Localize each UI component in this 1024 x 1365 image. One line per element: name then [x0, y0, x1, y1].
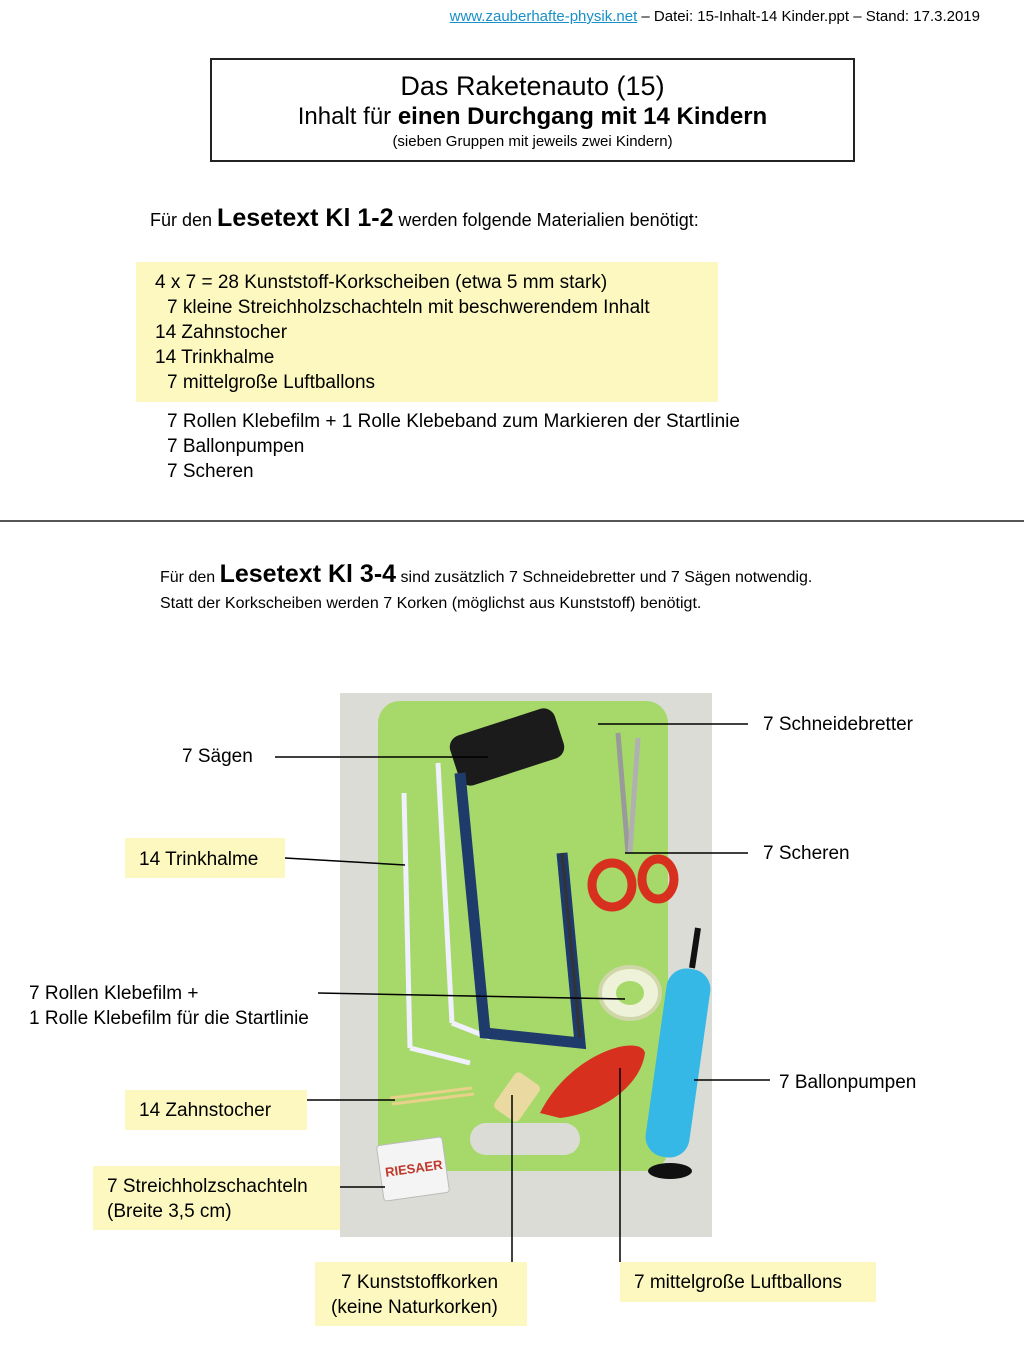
intro2-prefix: Für den: [160, 569, 220, 586]
list-item: 14 Trinkhalme: [155, 347, 275, 368]
label-tape-line2: 1 Rolle Klebefilm für die Startlinie: [29, 1008, 309, 1029]
label-balloon-pumps: 7 Ballonpumpen: [779, 1072, 917, 1093]
list-item: 14 Zahnstocher: [155, 322, 288, 343]
callout-line-tape: [318, 993, 625, 999]
label-balloons: 7 mittelgroße Luftballons: [620, 1262, 876, 1302]
label-matchboxes-line1: 7 Streichholzschachteln: [107, 1176, 308, 1197]
list-item: 7 kleine Streichholzschachteln mit beschwerendem Inhalt: [167, 297, 650, 318]
label-cutting-boards: 7 Schneidebretter: [763, 714, 913, 735]
label-corks: [315, 1262, 527, 1326]
page-title: Das Raketenauto (15): [400, 71, 665, 101]
list-item: 7 Rollen Klebefilm + 1 Rolle Klebeband zum Markieren der Startlinie: [167, 411, 740, 432]
list-item: 7 mittelgroße Luftballons: [167, 372, 376, 393]
label-toothpicks: 14 Zahnstocher: [125, 1090, 307, 1130]
label-straws: 14 Trinkhalme: [125, 838, 285, 878]
subtitle-prefix: Inhalt für: [297, 103, 398, 130]
label-matchboxes-line2: (Breite 3,5 cm): [107, 1201, 232, 1222]
website-link[interactable]: www.zauberhafte-physik.net: [449, 8, 638, 25]
intro1-bold: Lesetext Kl 1-2: [217, 204, 394, 232]
intro1-suffix: werden folgende Materialien benötigt:: [393, 210, 699, 230]
title-note: (sieben Gruppen mit jeweils zwei Kindern): [392, 133, 673, 150]
intro1-prefix: Für den: [150, 210, 218, 230]
callout-line-straws: [285, 858, 405, 865]
list-item: 4 x 7 = 28 Kunststoff-Korkscheiben (etwa 5 mm stark): [155, 272, 608, 293]
label-matchboxes: [93, 1166, 340, 1230]
matchbox-brand: RIESAER: [384, 1156, 444, 1180]
label-corks-line1: 7 Kunststoffkorken: [341, 1272, 499, 1293]
label-scissors: 7 Scheren: [763, 843, 850, 864]
list-item: 7 Scheren: [167, 461, 254, 482]
intro2-line2: Statt der Korkscheiben werden 7 Korken (möglichst aus Kunststoff) benötigt.: [160, 595, 702, 612]
label-tape-line1: 7 Rollen Klebefilm +: [29, 983, 199, 1004]
intro2-bold: Lesetext Kl 3-4: [219, 560, 397, 588]
subtitle-bold: einen Durchgang mit 14 Kindern: [397, 103, 768, 130]
label-corks-line2: (keine Naturkorken): [331, 1297, 498, 1318]
list-item: 7 Ballonpumpen: [167, 436, 305, 457]
file-info-text: – Datei: 15-Inhalt-14 Kinder.ppt – Stand: 17.3.2019: [637, 8, 980, 25]
label-saws: 7 Sägen: [182, 746, 253, 767]
intro2-suffix: sind zusätzlich 7 Schneidebretter und 7 Sägen notwendig.: [396, 569, 813, 586]
